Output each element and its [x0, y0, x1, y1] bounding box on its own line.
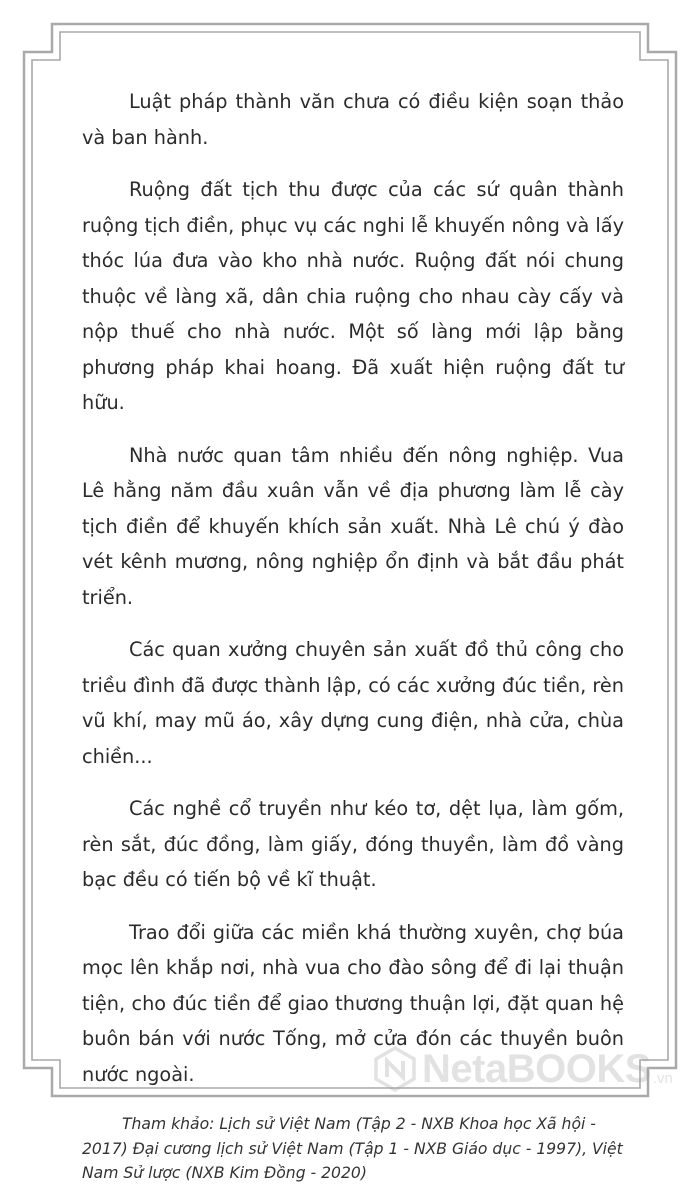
page-body — [82, 84, 624, 1186]
netabooks-logo-icon — [372, 1046, 418, 1092]
reference-note: Tham khảo: Lịch sử Việt Nam (Tập 2 - NXB Khoa học Xã hội - 2017) Đại cương lịch sử Việt Nam (Tập 1 - NXB Giáo dục - 1997), Việt Nam Sử lược (NXB Kim Đồng - 2020) — [82, 1115, 623, 1182]
paragraph-agriculture: Nhà nước quan tâm nhiều đến nông nghiệp. Vua Lê hằng năm đầu xuân vẫn về địa phương làm lễ cày tịch điền để khuyến khích sản xuất. Nhà Lê chú ý đào vét kênh mương, nông nghiệp ổn định và bắt đầu phát triển. — [82, 443, 624, 609]
paragraph-land: Ruộng đất tịch thu được của các sứ quân thành ruộng tịch điền, phục vụ các nghi lễ khuyến nông và lấy thóc lúa đưa vào kho nhà nước. Ruộng đất nói chung thuộc về làng xã, dân chia ruộng cho nhau cày cấy và nộp thuế cho nhà nước. Một số làng mới lập bằng phương pháp khai hoang. Đã xuất hiện ruộng đất tư hữu. — [82, 178, 624, 414]
paragraph-law: Luật pháp thành văn chưa có điều kiện soạn thảo và ban hành. — [82, 90, 624, 149]
watermark-suffix: .vn — [652, 1069, 673, 1087]
watermark — [372, 1046, 673, 1092]
paragraph-trade: Trao đổi giữa các miền khá thường xuyên, chợ búa mọc lên khắp nơi, nhà vua cho đào sông để đi lại thuận tiện, cho đúc tiền để giao thương thuận lợi, đặt quan hệ buôn bán với nước Tống, mở cửa đón các thuyền buôn nước ngoài. — [82, 920, 624, 1086]
paragraph-workshops: Các quan xưởng chuyên sản xuất đồ thủ công cho triều đình đã được thành lập, có các xưởng đúc tiền, rèn vũ khí, may mũ áo, xây dựng cung điện, nhà cửa, chùa chiền... — [82, 638, 624, 768]
watermark-brand: NetaBOOKS — [422, 1046, 651, 1091]
paragraph-crafts: Các nghề cổ truyền như kéo tơ, dệt lụa, làm gốm, rèn sắt, đúc đồng, làm giấy, đóng thuyền, làm đồ vàng bạc đều có tiến bộ về kĩ thuật. — [82, 797, 624, 891]
